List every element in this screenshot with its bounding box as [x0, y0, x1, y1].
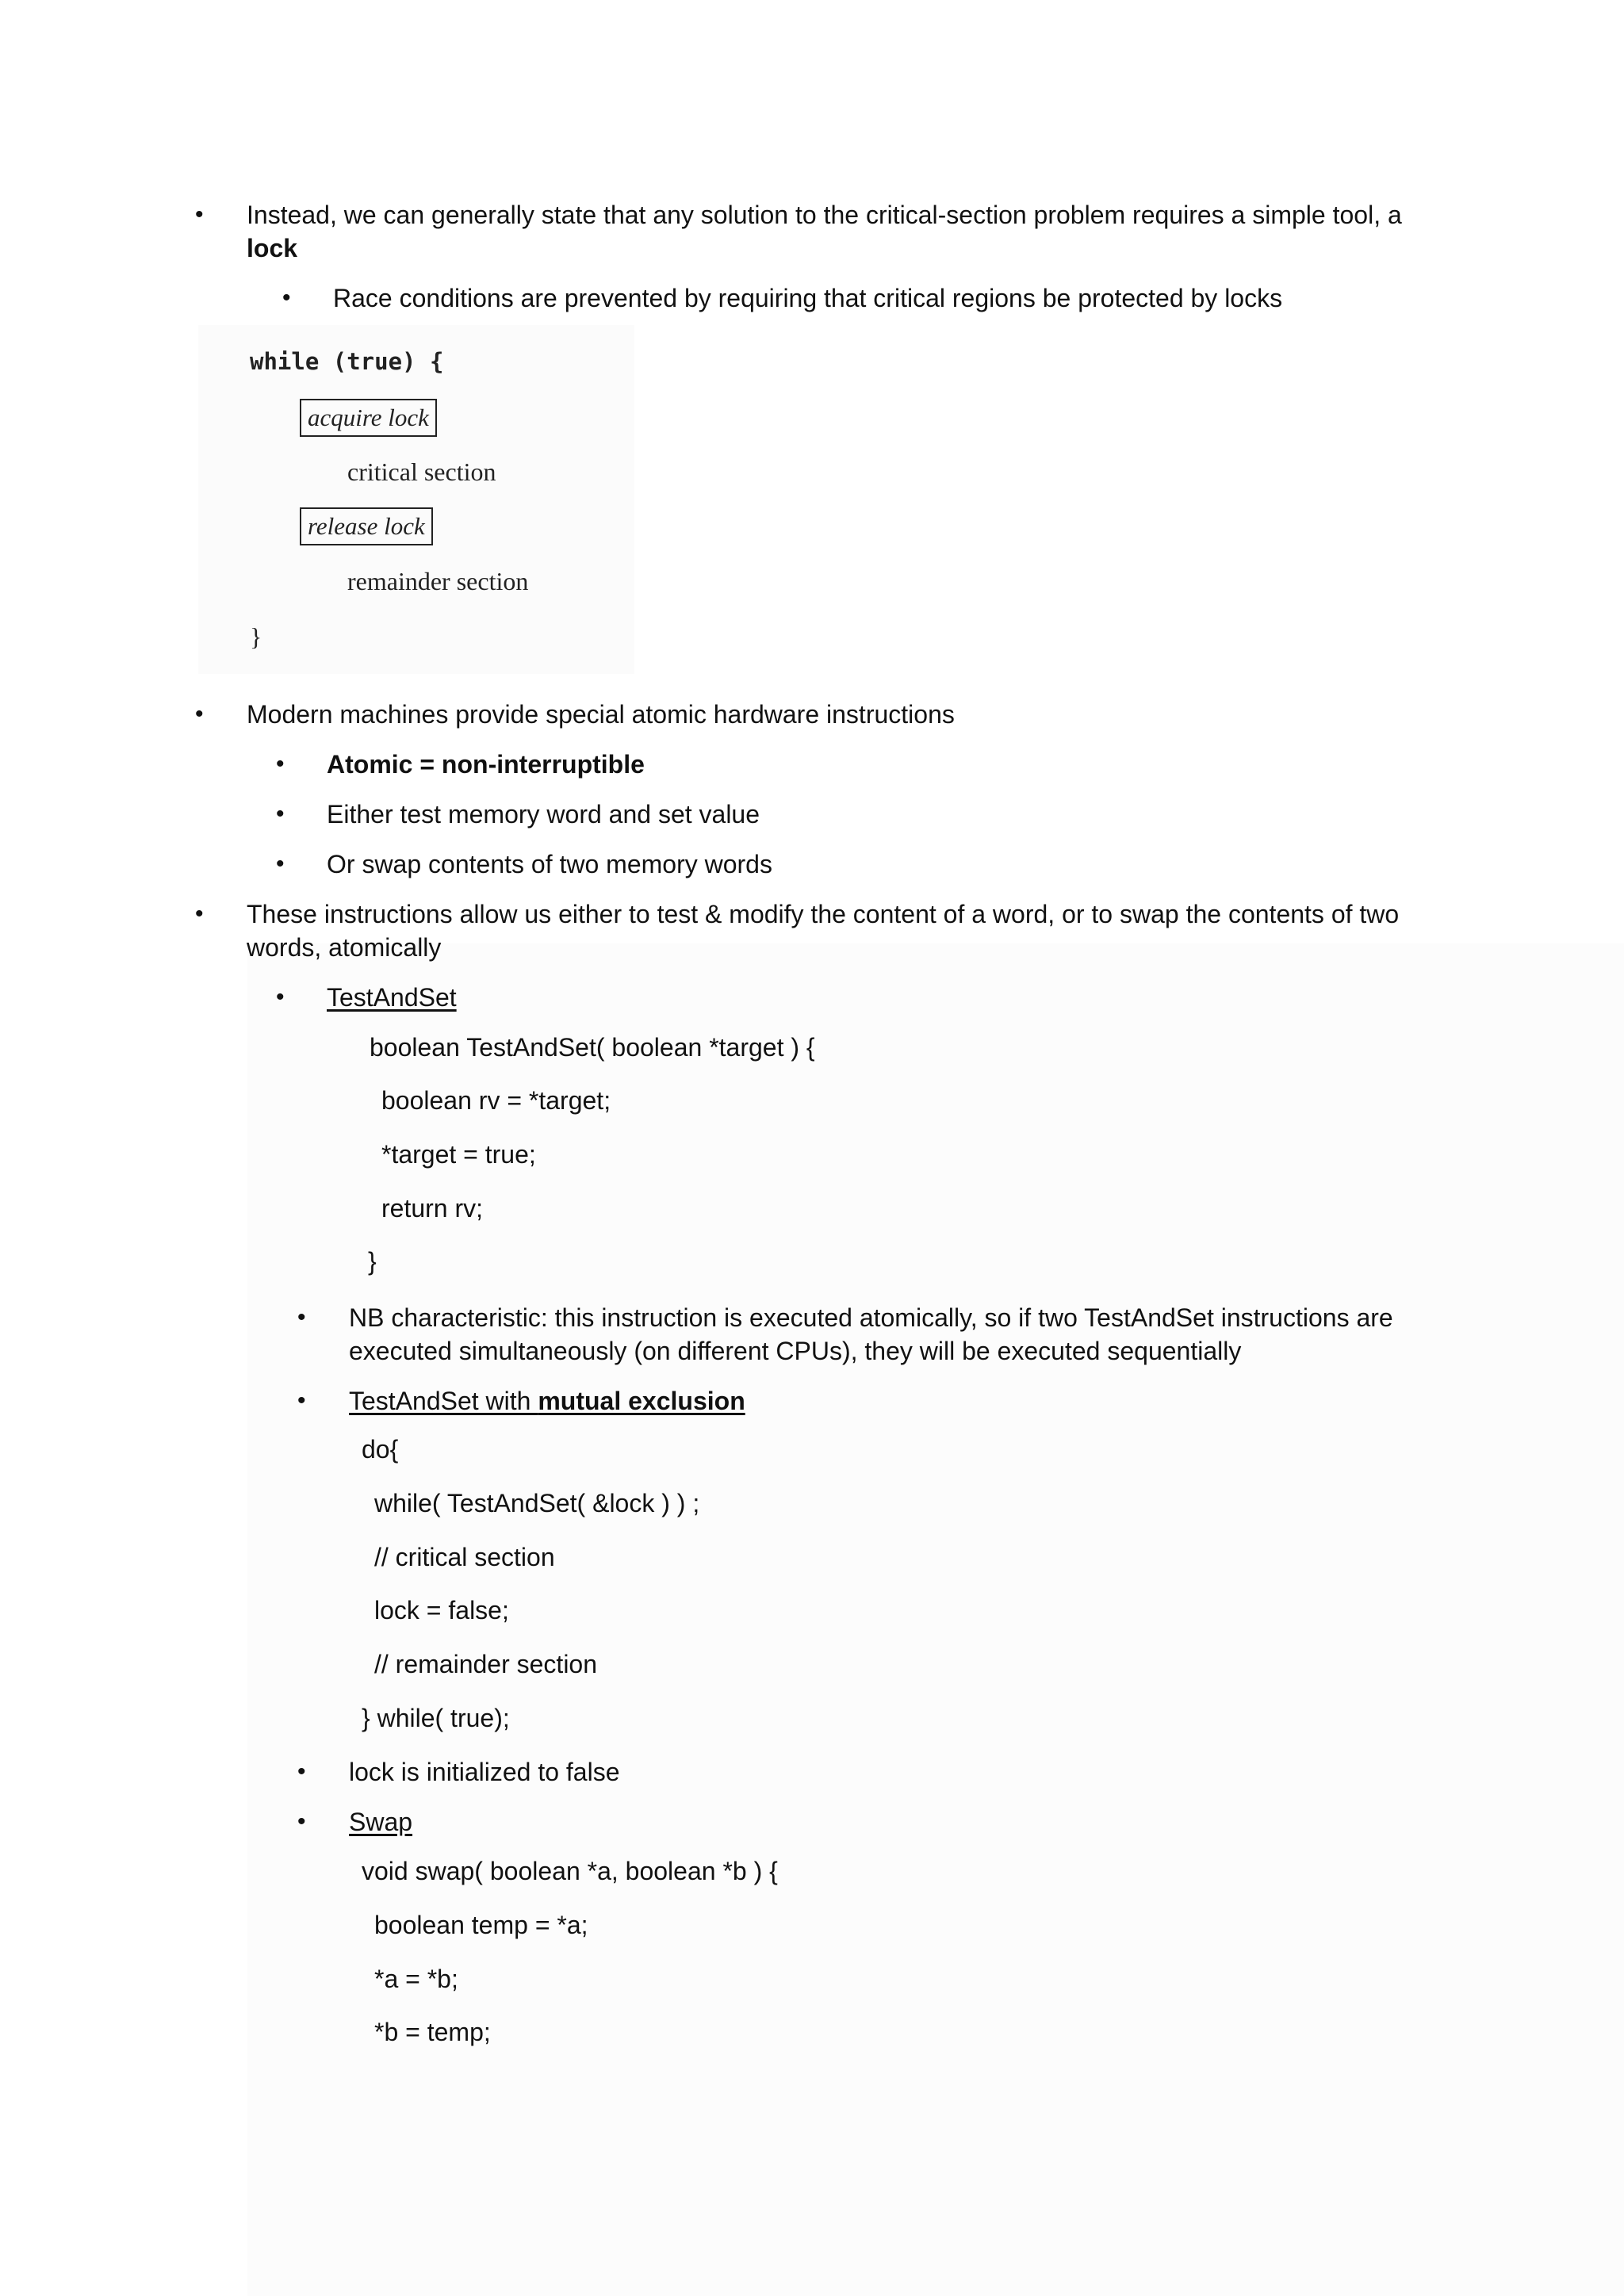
figure-while-line: while (true) {	[250, 348, 444, 375]
swap-heading: Swap	[349, 1808, 413, 1836]
bullet-marker: •	[297, 1387, 306, 1414]
figure-closing-brace: }	[250, 622, 262, 651]
figure-remainder-section: remainder section	[347, 567, 529, 595]
mutex-code-line: lock = false;	[374, 1596, 509, 1624]
mutex-code-line: } while( true);	[362, 1704, 510, 1732]
mutex-code-line: do{	[362, 1435, 399, 1464]
bullet-marker: •	[195, 901, 204, 927]
bullet-marker: •	[276, 984, 285, 1010]
instructions-line-2: words, atomically	[247, 933, 442, 962]
lock-keyword: lock	[247, 234, 298, 262]
figure-critical-section: critical section	[347, 457, 496, 486]
instructions-line-1: These instructions allow us either to test & modify the content of a word, or to swap the contents of two	[247, 900, 1400, 928]
figure-release-lock-box: release lock	[300, 507, 433, 545]
lock-code-figure	[198, 325, 634, 674]
lock-intro-text: Instead, we can generally state that any solution to the critical-section problem requires a simple tool, a	[247, 201, 1402, 229]
tas-code-line: *target = true;	[381, 1140, 536, 1169]
bullet-marker: •	[297, 1758, 306, 1785]
bullet-marker: •	[276, 801, 285, 827]
tas-code-line: }	[368, 1247, 377, 1276]
bullet-marker: •	[297, 1808, 306, 1835]
test-memory-text: Either test memory word and set value	[327, 800, 760, 828]
mutex-code-line: // critical section	[374, 1543, 555, 1571]
tas-mutex-prefix: TestAndSet with	[349, 1387, 538, 1415]
bullet-marker: •	[297, 1304, 306, 1330]
nb-characteristic-line-1: NB characteristic: this instruction is executed atomically, so if two TestAndSet instructions are	[349, 1303, 1393, 1332]
figure-acquire-lock-box: acquire lock	[300, 399, 437, 437]
swap-code-line: *b = temp;	[374, 2018, 491, 2046]
lock-initialized-text: lock is initialized to false	[349, 1758, 620, 1786]
bullet-marker: •	[276, 751, 285, 777]
bullet-marker: •	[195, 701, 204, 727]
bullet-marker: •	[276, 851, 285, 877]
bullet-marker: •	[282, 285, 291, 311]
swap-code-line: void swap( boolean *a, boolean *b ) {	[362, 1857, 778, 1885]
tas-mutex-heading	[349, 1384, 745, 1418]
mutex-code-line: while( TestAndSet( &lock ) ) ;	[374, 1489, 700, 1517]
modern-machines-text: Modern machines provide special atomic hardware instructions	[247, 700, 955, 729]
atomic-definition: Atomic = non-interruptible	[327, 750, 645, 779]
tas-code-line: boolean TestAndSet( boolean *target ) {	[370, 1033, 815, 1062]
swap-code-line: *a = *b;	[374, 1965, 458, 1993]
race-conditions-text: Race conditions are prevented by requiring that critical regions be protected by locks	[333, 284, 1283, 312]
testandset-heading: TestAndSet	[327, 983, 457, 1012]
swap-contents-text: Or swap contents of two memory words	[327, 850, 772, 878]
tas-code-line: boolean rv = *target;	[381, 1086, 611, 1115]
swap-code-line: boolean temp = *a;	[374, 1911, 588, 1939]
tas-mutex-bold: mutual exclusion	[538, 1387, 745, 1415]
nb-characteristic-line-2: executed simultaneously (on different CPUs), they will be executed sequentially	[349, 1337, 1242, 1365]
bullet-marker: •	[195, 201, 204, 228]
tas-code-line: return rv;	[381, 1194, 484, 1223]
mutex-code-line: // remainder section	[374, 1650, 598, 1678]
